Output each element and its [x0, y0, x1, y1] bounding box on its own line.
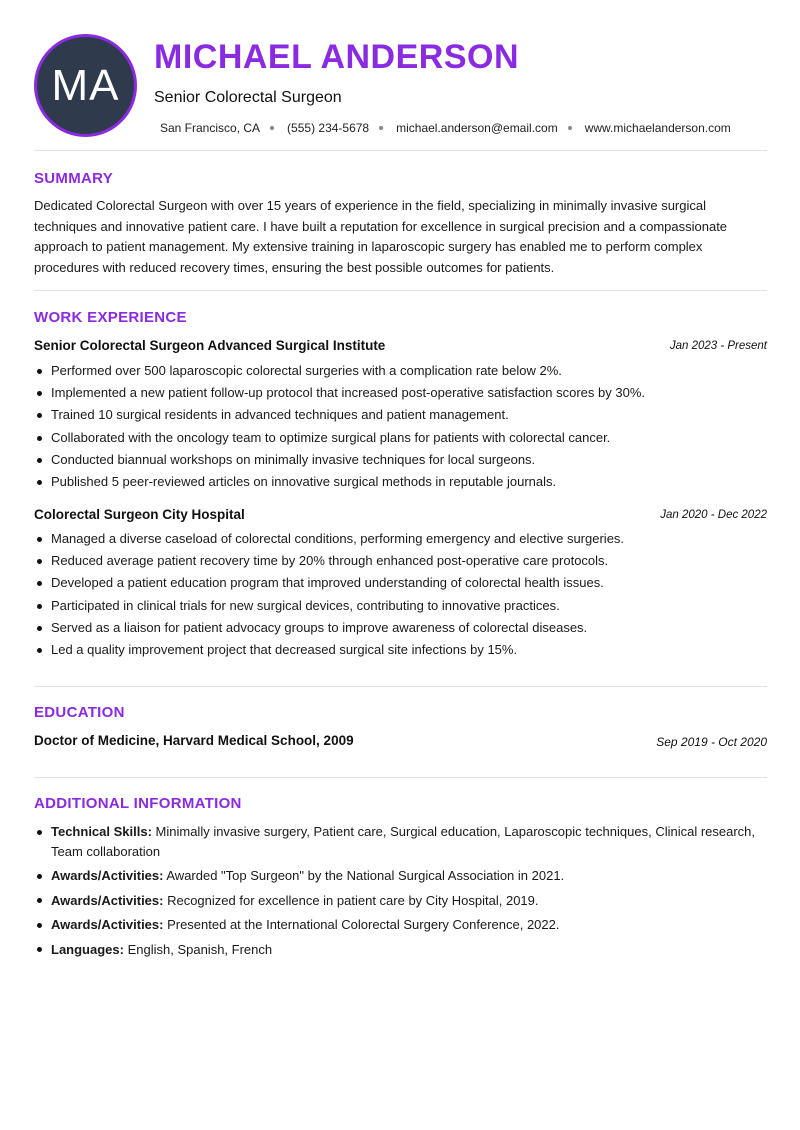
item-text: Minimally invasive surgery, Patient care, Surgical education, Laparoscopic techniques, Clinical research, Team collaboration: [51, 824, 756, 859]
list-item: Published 5 peer-reviewed articles on innovative surgical methods in reputable journals.: [34, 471, 767, 493]
job-header: [34, 507, 767, 525]
experience-heading: WORK EXPERIENCE: [34, 309, 187, 326]
section-divider: [34, 290, 767, 291]
education-entry: [34, 733, 767, 751]
job-dates: Jan 2020 - Dec 2022: [660, 509, 767, 521]
job-header: [34, 338, 767, 356]
education-degree: Doctor of Medicine, Harvard Medical School, 2009: [34, 733, 354, 748]
item-label: Awards/Activities:: [51, 917, 164, 932]
resume-header: [34, 34, 767, 138]
list-item: [34, 822, 767, 861]
item-label: Awards/Activities:: [51, 868, 164, 883]
job-dates: Jan 2023 - Present: [669, 340, 767, 352]
item-text: Recognized for excellence in patient care by City Hospital, 2019.: [163, 892, 539, 908]
education-heading: EDUCATION: [34, 704, 125, 721]
education-dates: Sep 2019 - Oct 2020: [656, 735, 767, 749]
item-text: Awarded "Top Surgeon" by the National Surgical Association in 2021.: [163, 868, 565, 883]
candidate-role: Senior Colorectal Surgeon: [154, 89, 342, 106]
section-divider: [34, 777, 767, 778]
list-item: Trained 10 surgical residents in advanced techniques and patient management.: [34, 404, 767, 426]
list-item: Conducted biannual workshops on minimally invasive techniques for local surgeons.: [34, 449, 767, 471]
job-title: Senior Colorectal Surgeon Advanced Surgical Institute: [34, 338, 386, 353]
item-label: Languages:: [51, 941, 124, 957]
list-item: Served as a liaison for patient advocacy groups to improve awareness of colorectal diseases.: [34, 617, 767, 639]
contact-bar: [160, 121, 731, 135]
summary-text: Dedicated Colorectal Surgeon with over 15 years of experience in the field, specializing in minimally invasive surgical techniques and innovative patient care. I have built a reputation for excellence in surgical precision and a compassionate approach to patient management. My extensive training in laparoscopic surgery has enabled me to perform complex procedures with reduced recovery times, ensuring the best possible outcomes for patients.: [34, 198, 728, 275]
contact-email[interactable]: michael.anderson@email.com: [396, 121, 585, 135]
list-item: [34, 940, 767, 960]
contact-location: San Francisco, CA: [160, 121, 287, 135]
section-divider: [34, 686, 767, 687]
list-item: Developed a patient education program that improved understanding of colorectal health issues.: [34, 572, 767, 594]
candidate-name: MICHAEL ANDERSON: [154, 38, 520, 76]
list-item: Reduced average patient recovery time by 20% through enhanced post-operative care protocols.: [34, 550, 767, 572]
summary-heading: SUMMARY: [34, 170, 114, 187]
list-item: [34, 891, 767, 911]
section-divider: [34, 150, 767, 151]
list-item: Participated in clinical trials for new surgical devices, contributing to innovative practices.: [34, 595, 767, 617]
list-item: Led a quality improvement project that decreased surgical site infections by 15%.: [34, 639, 767, 661]
additional-heading: ADDITIONAL INFORMATION: [34, 795, 242, 812]
contact-website[interactable]: www.michaelanderson.com: [584, 121, 731, 135]
job-bullets: [34, 360, 767, 493]
additional-list: [34, 822, 767, 964]
list-item: Managed a diverse caseload of colorectal conditions, performing emergency and elective surgeries.: [34, 528, 767, 550]
item-text: English, Spanish, French: [123, 941, 273, 957]
list-item: Performed over 500 laparoscopic colorectal surgeries with a complication rate below 2%.: [34, 360, 767, 382]
separator-dot: [379, 126, 383, 130]
avatar: [34, 34, 137, 137]
list-item: [34, 915, 767, 935]
contact-phone: (555) 234-5678: [287, 121, 396, 135]
list-item: [34, 866, 767, 886]
job-title: Colorectal Surgeon City Hospital: [34, 507, 245, 522]
list-item: Collaborated with the oncology team to optimize surgical plans for patients with colorectal cancer.: [34, 427, 767, 449]
avatar-initials: MA: [51, 60, 120, 110]
separator-dot: [270, 126, 274, 130]
item-label: Awards/Activities:: [51, 892, 164, 908]
item-text: Presented at the International Colorectal Surgery Conference, 2022.: [163, 917, 560, 932]
list-item: Implemented a new patient follow-up protocol that increased post-operative satisfaction scores by 30%.: [34, 382, 767, 404]
job-bullets: [34, 528, 767, 661]
separator-dot: [568, 126, 572, 130]
item-label: Technical Skills:: [51, 824, 152, 839]
